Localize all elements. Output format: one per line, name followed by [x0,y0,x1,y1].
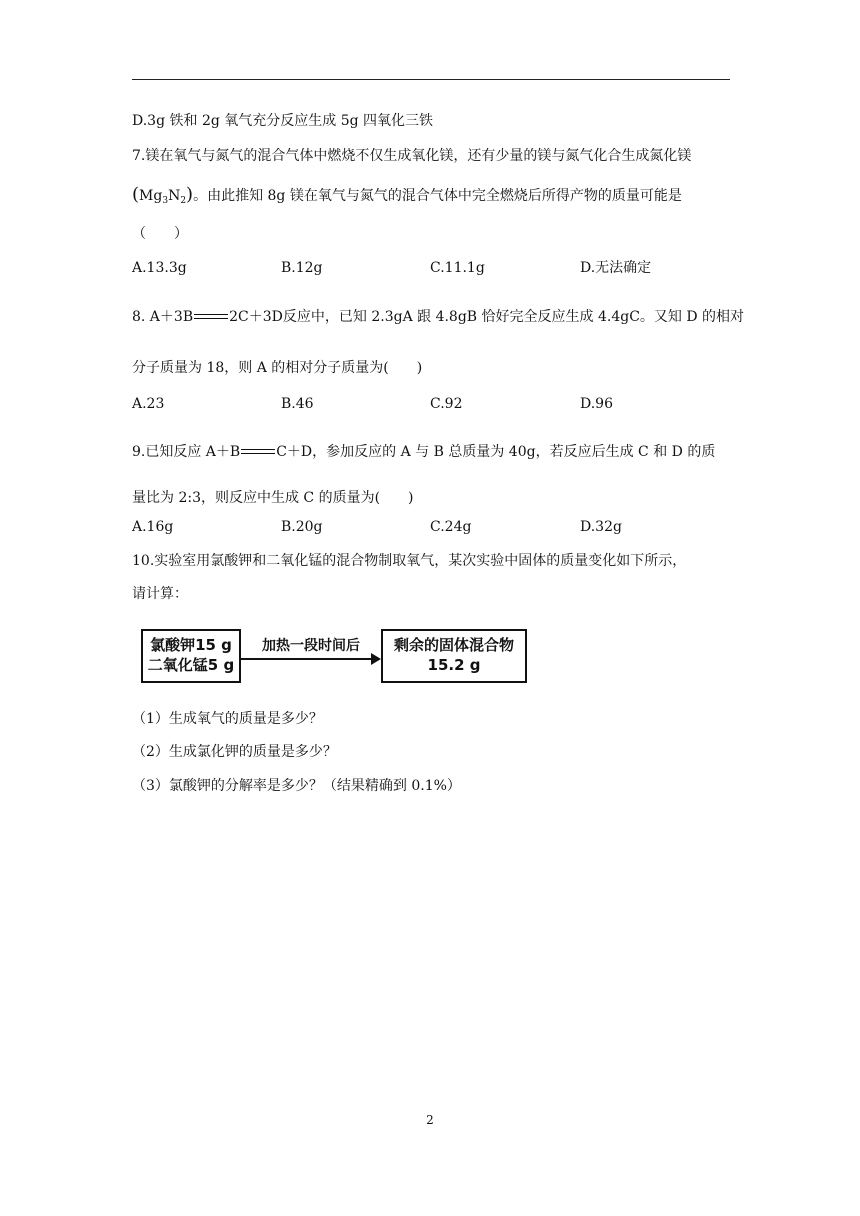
formula-mg: Mg [139,188,163,204]
q8-option-c: C.92 [430,396,463,412]
q8-products: 2C＋3D [229,309,283,325]
q8-stem-text: 反应中，已知 2.3gA 跟 4.8gB 恰好完全反应生成 4.4gC。又知 D 的相对 [282,309,745,325]
equals-sign [241,447,275,457]
q7-answer-blank: （ ） [132,226,188,242]
q10-sub-question-2: （2）生成氯化钾的质量是多少？ [132,744,337,760]
arrow-right-icon [371,653,381,665]
remaining-solid-mass: 15.2 g [427,656,481,674]
formula-open-paren: ( [132,184,140,205]
equals-sign [194,312,228,322]
initial-mno2-mass: 二氧化锰5 g [147,656,235,674]
q9-option-d: D.32g [580,519,622,535]
q7-option-a: A.13.3g [132,260,187,276]
q8-stem-line1 [132,307,744,327]
q10-stem-line1: 10.实验室用氯酸钾和二氧化锰的混合物制取氧气，某次实验中固体的质量变化如下所示， [132,553,687,569]
page-number: 2 [426,1113,434,1127]
q10-stem-line2: 请计算： [132,586,188,602]
remaining-solid-label: 剩余的固体混合物 [393,636,514,654]
q6-option-d: D.3g 铁和 2g 氧气充分反应生成 5g 四氧化三铁 [132,113,434,129]
q7-stem-line2-text: 。由此推知 8g 镁在氧气与氮气的混合气体中完全燃烧后所得产物的质量可能是 [193,188,682,204]
arrow-line [241,658,373,660]
q9-reactants: 9.已知反应 A＋B [132,444,241,460]
q10-sub-question-3: （3）氯酸钾的分解率是多少？（结果精确到 0.1%） [132,778,461,794]
formula-n: N [168,188,181,204]
q7-stem-line1: 7.镁在氧气与氮气的混合气体中燃烧不仅生成氧化镁，还有少量的镁与氮气化合生成氮化镁 [132,148,692,164]
formula-sub-2: 2 [180,196,187,206]
q9-option-c: C.24g [430,519,472,535]
q9-option-a: A.16g [132,519,174,535]
q8-option-a: A.23 [132,396,165,412]
q7-option-c: C.11.1g [430,260,485,276]
q8-reactants: 8. A＋3B [132,309,194,325]
q8-stem-line2: 分子质量为 18，则 A 的相对分子质量为( ) [132,360,423,376]
q9-stem-text: ，参加反应的 A 与 B 总质量为 40g，若反应后生成 C 和 D 的质 [312,444,716,460]
q9-stem-line1 [132,442,715,462]
remaining-solid-box [381,629,527,683]
heating-label: 加热一段时间后 [262,638,360,654]
q9-products: C＋D [276,444,313,460]
formula-sub-3: 3 [162,196,169,206]
q8-option-d: D.96 [580,396,613,412]
q8-option-b: B.46 [281,396,314,412]
initial-kclo3-mass: 氯酸钾15 g [150,636,232,654]
q7-option-d: D.无法确定 [580,260,652,276]
q9-option-b: B.20g [281,519,323,535]
q10-sub-question-1: （1）生成氧气的质量是多少？ [132,711,323,727]
header-rule [132,79,730,80]
q7-stem-line2 [132,185,682,211]
initial-mixture-box [141,629,241,683]
formula-close-paren: ) [186,184,194,205]
reaction-diagram [141,627,527,685]
q7-option-b: B.12g [281,260,323,276]
q9-stem-line2: 量比为 2:3，则反应中生成 C 的质量为( ) [132,490,414,506]
